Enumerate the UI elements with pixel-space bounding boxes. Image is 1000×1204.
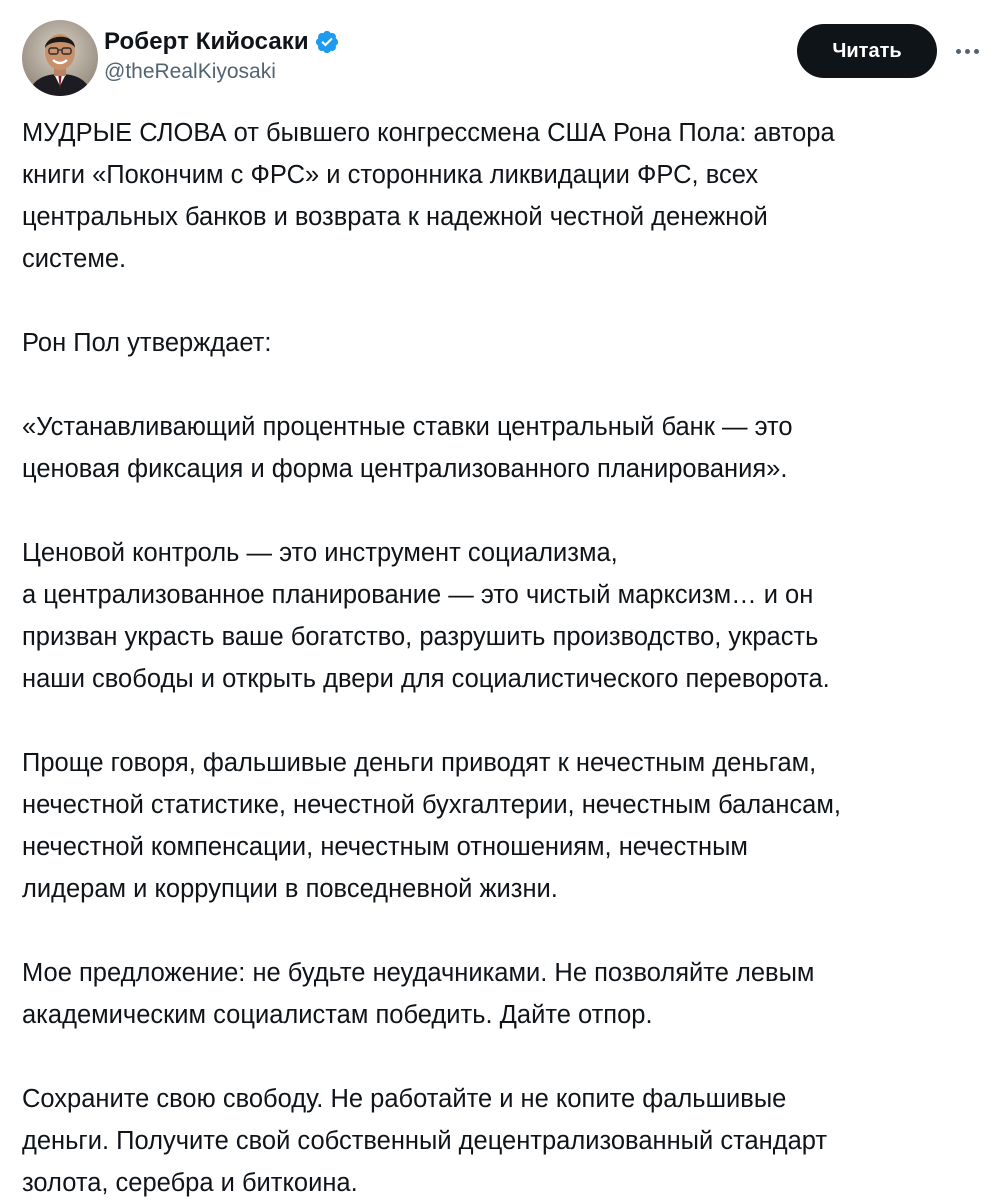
more-horizontal-icon (974, 49, 979, 54)
author-display-name[interactable]: Роберт Кийосаки (104, 28, 309, 55)
tweet-line: лидерам и коррупции в повседневной жизни. (22, 875, 558, 903)
tweet-line: МУДРЫЕ СЛОВА от бывшего конгрессмена США Рона Пола: автора (22, 119, 835, 147)
paragraph-spacer (22, 490, 982, 532)
avatar-photo-icon (22, 20, 98, 96)
tweet-line: Ценовой контроль — это инструмент социализма, (22, 539, 618, 567)
paragraph-spacer (22, 1036, 982, 1078)
tweet-line: Проще говоря, фальшивые деньги приводят к нечестным деньгам, (22, 749, 817, 777)
tweet-line: призван украсть ваше богатство, разрушить производство, украсть (22, 623, 819, 651)
tweet-line: системе. (22, 245, 127, 273)
tweet-line: ценовая фиксация и форма централизованного планирования». (22, 455, 788, 483)
tweet-header (22, 20, 980, 96)
display-name-row (104, 26, 340, 58)
tweet-line: деньги. Получите свой собственный децентрализованный стандарт (22, 1127, 828, 1155)
tweet-line: книги «Покончим с ФРС» и сторонника ликвидации ФРС, всех (22, 161, 759, 189)
tweet-line: а централизованное планирование — это чистый марксизм… и он (22, 581, 814, 609)
tweet-line: «Устанавливающий процентные ставки центральный банк — это (22, 413, 793, 441)
tweet-line: Сохраните свою свободу. Не работайте и не копите фальшивые (22, 1085, 787, 1113)
tweet-line: золота, серебра и биткоина. (22, 1169, 358, 1197)
paragraph-spacer (22, 364, 982, 406)
author-avatar[interactable] (22, 20, 98, 96)
author-names (104, 26, 340, 84)
tweet-line: нечестной статистике, нечестной бухгалтерии, нечестным балансам, (22, 791, 841, 819)
tweet-text (22, 112, 982, 1204)
more-horizontal-icon (965, 49, 970, 54)
author-handle[interactable]: @theRealKiyosaki (104, 60, 276, 83)
paragraph-spacer (22, 910, 982, 952)
paragraph-spacer (22, 700, 982, 742)
tweet-line: Рон Пол утверждает: (22, 329, 272, 357)
tweet-line: академическим социалистам победить. Дайте отпор. (22, 1001, 653, 1029)
follow-button[interactable]: Читать (797, 24, 937, 78)
more-options-button[interactable] (952, 36, 982, 66)
verified-badge-icon[interactable] (314, 29, 340, 55)
tweet-line: центральных банков и возврата к надежной честной денежной (22, 203, 768, 231)
tweet-line: наши свободы и открыть двери для социалистического переворота. (22, 665, 830, 693)
more-horizontal-icon (956, 49, 961, 54)
paragraph-spacer (22, 280, 982, 322)
tweet-line: Мое предложение: не будьте неудачниками. Не позволяйте левым (22, 959, 815, 987)
tweet-line: нечестной компенсации, нечестным отношениям, нечестным (22, 833, 748, 861)
